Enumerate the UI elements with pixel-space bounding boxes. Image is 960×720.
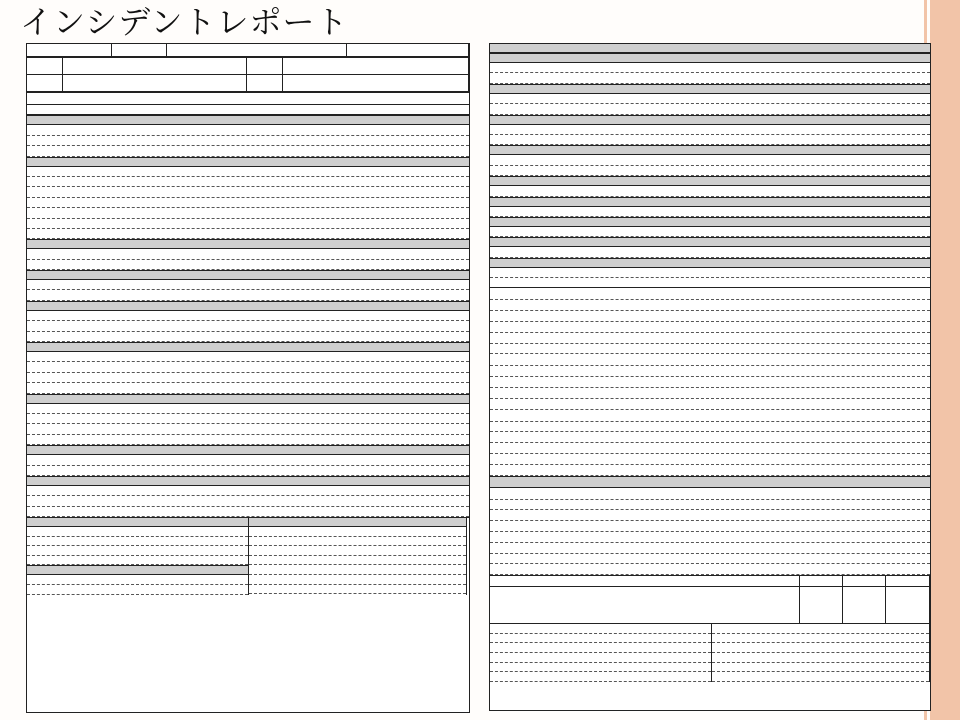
form-header-cell (347, 44, 469, 57)
form-row (27, 93, 469, 105)
form-section-header (27, 301, 469, 311)
form-row (27, 146, 469, 156)
form-datetime-cell (247, 75, 283, 92)
form-row (27, 496, 469, 506)
form-blank-line (490, 399, 930, 410)
form-section-header (490, 237, 930, 247)
form-split-right (249, 518, 467, 595)
form-cell (490, 624, 711, 634)
form-row (490, 166, 930, 176)
form-row (490, 268, 930, 278)
form-row (27, 352, 469, 362)
form-section-header (27, 157, 469, 167)
form-cell (249, 575, 466, 585)
form-row (27, 290, 469, 300)
form-row (27, 321, 469, 331)
form-row (27, 332, 469, 342)
form-row (27, 198, 469, 208)
form-checklist-section (490, 624, 930, 682)
form-section-header (27, 394, 469, 404)
form-section-header (27, 342, 469, 352)
form-datetime-cell (27, 75, 63, 92)
form-row (27, 136, 469, 146)
form-row (490, 63, 930, 73)
form-datetime-cell (283, 75, 469, 92)
form-cell (490, 672, 711, 682)
form-cell (712, 672, 929, 682)
form-split-section (27, 517, 469, 595)
form-section-header (490, 217, 930, 227)
form-cell (249, 537, 466, 547)
form-row (27, 507, 469, 517)
form-row (490, 125, 930, 135)
form-row (27, 455, 469, 465)
form-cell (27, 585, 248, 595)
form-section-header (490, 53, 930, 63)
form-header-block (27, 44, 469, 58)
form-checklist-left (490, 624, 712, 682)
form-cell (27, 527, 248, 537)
form-row (27, 260, 469, 270)
form-datetime-cell (27, 58, 63, 75)
form-row (27, 167, 469, 177)
approval-table-cell (886, 576, 930, 587)
form-row (27, 125, 469, 135)
form-row (490, 104, 930, 114)
form-blank-line (490, 443, 930, 454)
form-row (27, 280, 469, 290)
form-section-header (27, 476, 469, 486)
form-row (27, 208, 469, 218)
form-row (490, 354, 930, 366)
form-blank-line (490, 388, 930, 399)
form-datetime-cell (63, 75, 247, 92)
form-row (27, 486, 469, 496)
approval-table-cell (886, 587, 930, 624)
form-section-header (27, 518, 248, 527)
approval-table-cell (490, 587, 800, 624)
form-cell (249, 556, 466, 566)
form-blank-line (490, 377, 930, 388)
form-row (490, 278, 930, 288)
report-form-page-1 (26, 43, 470, 713)
form-blank-line (490, 465, 930, 476)
form-row (27, 177, 469, 187)
form-section-header (490, 258, 930, 268)
form-cell (490, 653, 711, 663)
form-cell (27, 556, 248, 566)
form-section-header (490, 176, 930, 186)
form-split-left (27, 518, 249, 595)
form-section-header (490, 145, 930, 155)
form-datetime-cell (63, 58, 247, 75)
form-row (27, 219, 469, 229)
form-row (490, 186, 930, 196)
form-row (490, 410, 930, 422)
form-row (27, 373, 469, 383)
form-blank-line (490, 422, 930, 433)
form-datetime-block (27, 58, 469, 93)
form-row (490, 247, 930, 257)
form-blank-line (490, 532, 930, 543)
form-row (27, 249, 469, 259)
form-blank-line (490, 333, 930, 344)
form-datetime-cell (283, 58, 469, 75)
form-section-header (249, 518, 466, 527)
form-section-header (27, 239, 469, 249)
form-row (27, 404, 469, 414)
form-cell (490, 663, 711, 673)
form-row (27, 187, 469, 197)
slide-title: インシデントレポート (20, 3, 349, 41)
form-blank-line (490, 543, 930, 554)
form-row (27, 435, 469, 445)
approval-table-cell (843, 576, 886, 587)
approval-table-cell (490, 576, 800, 587)
form-blank-line (490, 500, 930, 511)
form-cell (249, 527, 466, 537)
form-cell (712, 634, 929, 644)
form-blank-line (490, 322, 930, 333)
form-row (490, 155, 930, 165)
form-section-header (490, 44, 930, 53)
slide-right-decoration (930, 0, 960, 720)
form-section-header (490, 115, 930, 125)
form-row (490, 488, 930, 500)
approval-table-cell (843, 587, 886, 624)
form-cell (27, 537, 248, 547)
form-row (490, 207, 930, 217)
form-row (490, 135, 930, 145)
form-row (27, 414, 469, 424)
form-section-header (27, 270, 469, 280)
form-datetime-cell (247, 58, 283, 75)
form-blank-line (490, 454, 930, 465)
form-header-cell (167, 44, 347, 57)
form-cell (712, 653, 929, 663)
form-row (490, 288, 930, 300)
form-header-cell (112, 44, 167, 57)
form-cell (712, 663, 929, 673)
form-row (27, 424, 469, 434)
form-cell (249, 546, 466, 556)
form-row (27, 229, 469, 239)
form-blank-line (490, 344, 930, 355)
form-cell (712, 643, 929, 653)
approval-table-cell (800, 576, 843, 587)
form-blank-line (490, 554, 930, 565)
form-row (27, 466, 469, 476)
form-row (490, 73, 930, 83)
form-section-header (27, 115, 469, 125)
form-cell (27, 575, 248, 585)
form-blank-line (490, 300, 930, 311)
form-blank-line (490, 521, 930, 532)
form-section-header (490, 84, 930, 94)
form-checklist-right (712, 624, 930, 682)
form-blank-line (490, 432, 930, 443)
form-row (27, 383, 469, 393)
form-blank-line (490, 564, 930, 575)
form-cell (27, 546, 248, 556)
form-blank-line (490, 366, 930, 377)
form-section-header (27, 445, 469, 455)
form-cell (490, 634, 711, 644)
form-cell (249, 585, 466, 595)
form-row (27, 362, 469, 372)
report-form-page-2 (489, 43, 931, 711)
form-section-header (27, 565, 248, 575)
approval-table (490, 575, 930, 624)
form-date-bar (490, 476, 930, 488)
form-section-header (490, 197, 930, 207)
form-header-cell (27, 44, 112, 57)
form-blank-line (490, 311, 930, 322)
form-cell (490, 643, 711, 653)
form-row (490, 94, 930, 104)
form-cell (249, 565, 466, 575)
form-row (490, 227, 930, 237)
form-blank-line (490, 510, 930, 521)
approval-table-cell (800, 587, 843, 624)
form-row (27, 311, 469, 321)
form-row (27, 105, 469, 115)
form-cell (712, 624, 929, 634)
